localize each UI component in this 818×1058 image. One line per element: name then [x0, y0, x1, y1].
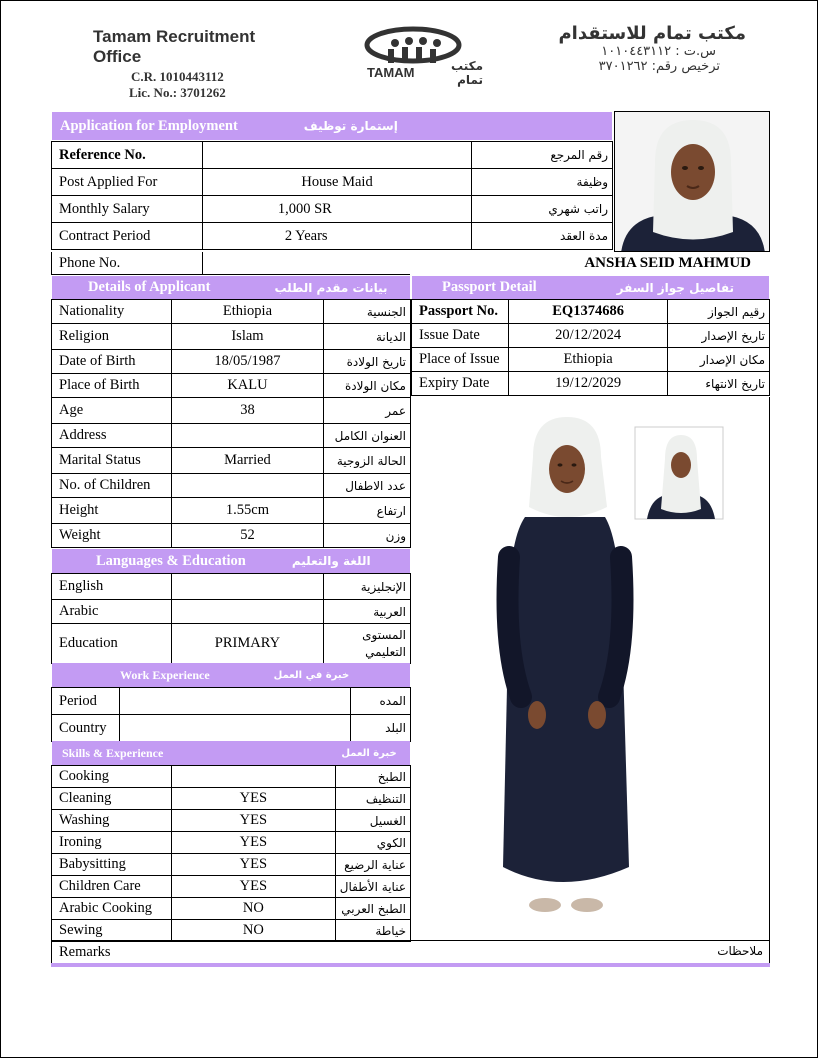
office-name-en: Tamam Recruitment Office: [93, 27, 256, 66]
phone-value: [202, 252, 410, 275]
applicant-row-label: Address: [52, 424, 172, 448]
table-row: [52, 624, 411, 664]
skills-row-label: Cleaning: [52, 788, 172, 810]
skills-row-value: [171, 766, 335, 788]
passport-row-label: Place of Issue: [412, 348, 509, 372]
applicant-row-label: Height: [52, 498, 172, 524]
work-rows: [52, 688, 411, 742]
applicant-row-label: Place of Birth: [52, 374, 172, 398]
applicant-row-label-ar: مكان الولادة: [324, 374, 411, 398]
passport-row-label: Issue Date: [412, 324, 509, 348]
table-row: [52, 324, 411, 350]
work-title-en: Work Experience: [120, 667, 210, 682]
work-title-ar: خبرة في العمل: [273, 669, 350, 681]
license-number-ar: ترخيص رقم: ٣٧٠١٢٦٢: [598, 59, 720, 74]
table-row: [52, 300, 411, 324]
languages-row-value: [171, 574, 324, 600]
reference-value: [202, 142, 471, 169]
tamam-logo: [361, 23, 483, 87]
skills-row-value: NO: [171, 898, 335, 920]
work-row-label-ar: البلد: [351, 715, 411, 742]
applicant-row-label: Weight: [52, 524, 172, 548]
applicant-row-label-ar: تاريخ الولادة: [324, 350, 411, 374]
applicant-row-label-ar: الحالة الزوجية: [324, 448, 411, 474]
table-row: [52, 398, 411, 424]
applicant-header: [52, 276, 410, 299]
applicant-headshot: [614, 111, 770, 252]
skills-row-label: Children Care: [52, 876, 172, 898]
applicant-row-label: Age: [52, 398, 172, 424]
languages-row-label-ar: المستوى التعليمي: [324, 624, 411, 664]
languages-title-en: Languages & Education: [96, 552, 246, 569]
salary-label-ar: راتب شهري: [472, 196, 613, 223]
passport-row-label-ar: تاريخ الانتهاء: [668, 372, 770, 396]
applicant-row-value: Married: [171, 448, 323, 474]
skills-title-ar: خبرة العمل: [341, 747, 397, 759]
applicant-table: [51, 299, 411, 548]
applicant-row-value: Islam: [171, 324, 323, 350]
table-row: [52, 898, 411, 920]
full-body-image: [411, 397, 769, 941]
applicant-row-label-ar: عمر: [324, 398, 411, 424]
office-header-ar: [521, 23, 746, 74]
applicant-row-value: 38: [171, 398, 323, 424]
skills-row-label: Ironing: [52, 832, 172, 854]
applicant-row-label-ar: وزن: [324, 524, 411, 548]
phone-label: Phone No.: [51, 252, 203, 275]
work-row-label-ar: المده: [351, 688, 411, 715]
table-row: [52, 474, 411, 498]
skills-row-label: Arabic Cooking: [52, 898, 172, 920]
skills-row-value: YES: [171, 788, 335, 810]
table-row: [52, 498, 411, 524]
salary-value: 1,000 SR: [202, 196, 471, 223]
contract-label: Contract Period: [52, 223, 203, 250]
applicant-row-label-ar: ارتفاع: [324, 498, 411, 524]
applicant-row-value: [171, 424, 323, 448]
table-row: [412, 348, 770, 372]
applicant-row-label-ar: العنوان الكامل: [324, 424, 411, 448]
skills-row-label-ar: عناية الأطفال: [335, 876, 410, 898]
applicant-title-ar: بيانات مقدم الطلب: [274, 280, 388, 295]
passport-row-label: Passport No.: [412, 300, 509, 324]
languages-rows: [52, 574, 411, 664]
applicant-title-en: Details of Applicant: [88, 279, 211, 295]
applicant-row-value: Ethiopia: [171, 300, 323, 324]
post-value: House Maid: [202, 169, 471, 196]
table-row: [412, 300, 770, 324]
skills-row-label: Babysitting: [52, 854, 172, 876]
languages-header: [52, 549, 410, 573]
skills-row-label-ar: التنظيف: [335, 788, 410, 810]
post-label: Post Applied For: [52, 169, 203, 196]
skills-row-value: YES: [171, 876, 335, 898]
bottom-band: [51, 963, 770, 967]
cr-number-ar: س.ت : ١٠١٠٤٤٣١١٢: [601, 44, 716, 59]
table-row: [52, 810, 411, 832]
table-row: [52, 142, 613, 169]
table-row: [52, 600, 411, 624]
applicant-row-label-ar: عدد الاطفال: [324, 474, 411, 498]
passport-row-label-ar: مكان الإصدار: [668, 348, 770, 372]
skills-row-label-ar: خياطة: [335, 920, 410, 942]
table-row: [52, 715, 411, 742]
application-header: [52, 112, 612, 140]
table-row: [52, 424, 411, 448]
office-name-ar: مكتب تمام للاستقدام: [558, 23, 746, 44]
applicant-row-label: Date of Birth: [52, 350, 172, 374]
languages-row-label-ar: العربية: [324, 600, 411, 624]
passport-table: [411, 299, 770, 396]
table-row: [52, 350, 411, 374]
skills-row-label-ar: الطبخ العربي: [335, 898, 410, 920]
work-row-label: Period: [52, 688, 120, 715]
skills-row-label-ar: عناية الرضيع: [335, 854, 410, 876]
applicant-row-value: 52: [171, 524, 323, 548]
applicant-name: ANSHA SEID MAHMUD: [584, 255, 751, 271]
skills-row-label-ar: الغسيل: [335, 810, 410, 832]
application-title-ar: إستمارة توظيف: [303, 119, 398, 133]
passport-rows: [412, 300, 770, 396]
applicant-row-value: KALU: [171, 374, 323, 398]
passport-row-value: 20/12/2024: [508, 324, 667, 348]
table-row: [52, 876, 411, 898]
license-number-en: Lic. No.: 3701262: [129, 85, 226, 100]
passport-row-value: EQ1374686: [508, 300, 667, 324]
languages-table: [51, 573, 411, 664]
remarks-label: Remarks: [59, 944, 111, 960]
applicant-row-value: 18/05/1987: [171, 350, 323, 374]
applicant-row-value: 1.55cm: [171, 498, 323, 524]
table-row: [412, 324, 770, 348]
languages-row-value: [171, 600, 324, 624]
languages-row-label: English: [52, 574, 172, 600]
skills-row-label-ar: الطبخ: [335, 766, 410, 788]
skills-row-label: Cooking: [52, 766, 172, 788]
skills-rows: [52, 766, 411, 942]
logo-text-en: TAMAM: [367, 65, 415, 80]
table-row: [52, 574, 411, 600]
remarks-row: [51, 940, 770, 964]
languages-row-label-ar: الإنجليزية: [324, 574, 411, 600]
skills-row-label: Washing: [52, 810, 172, 832]
post-label-ar: وظيفة: [472, 169, 613, 196]
applicant-row-value: [171, 474, 323, 498]
table-row: [52, 223, 613, 250]
table-row: [412, 372, 770, 396]
table-row: [52, 374, 411, 398]
work-header: [52, 663, 410, 687]
skills-row-label: Sewing: [52, 920, 172, 942]
table-row: [52, 688, 411, 715]
work-row-label: Country: [52, 715, 120, 742]
logo-text-ar: مكتب تمام: [450, 59, 483, 87]
skills-header: [52, 741, 410, 765]
headshot-image: [615, 112, 770, 252]
table-row: [52, 920, 411, 942]
remarks-label-ar: ملاحظات: [717, 944, 763, 958]
reference-label-ar: رقم المرجع: [472, 142, 613, 169]
languages-row-value: PRIMARY: [171, 624, 324, 664]
passport-title-en: Passport Detail: [442, 279, 537, 295]
table-row: [52, 832, 411, 854]
passport-header: [412, 276, 769, 299]
office-header-en: [93, 27, 303, 101]
skills-row-value: YES: [171, 832, 335, 854]
contract-value: 2 Years: [202, 223, 471, 250]
skills-row-label-ar: الكوي: [335, 832, 410, 854]
skills-table: [51, 765, 411, 942]
skills-row-value: YES: [171, 810, 335, 832]
application-table: [51, 141, 613, 250]
skills-title-en: Skills & Experience: [62, 745, 164, 760]
application-title-en: Application for Employment: [60, 117, 238, 134]
applicant-row-label: Nationality: [52, 300, 172, 324]
cr-number-en: C.R. 1010443112: [131, 69, 224, 84]
reference-label: Reference No.: [52, 142, 203, 169]
table-row: [52, 196, 613, 223]
languages-row-label: Education: [52, 624, 172, 664]
passport-row-label: Expiry Date: [412, 372, 509, 396]
salary-label: Monthly Salary: [52, 196, 203, 223]
work-row-value: [119, 715, 350, 742]
passport-row-label-ar: تاريخ الإصدار: [668, 324, 770, 348]
skills-row-value: NO: [171, 920, 335, 942]
table-row: [52, 169, 613, 196]
applicant-row-label: No. of Children: [52, 474, 172, 498]
photo-area: [411, 397, 770, 941]
table-row: [52, 448, 411, 474]
table-row: [52, 524, 411, 548]
applicant-row-label-ar: الجنسية: [324, 300, 411, 324]
applicant-row-label-ar: الديانة: [324, 324, 411, 350]
applicant-row-label: Religion: [52, 324, 172, 350]
contract-label-ar: مدة العقد: [472, 223, 613, 250]
applicant-row-label: Marital Status: [52, 448, 172, 474]
languages-title-ar: اللغة والتعليم: [291, 554, 371, 568]
applicant-rows: [52, 300, 411, 548]
languages-row-label: Arabic: [52, 600, 172, 624]
passport-row-value: Ethiopia: [508, 348, 667, 372]
work-row-value: [119, 688, 350, 715]
table-row: [52, 788, 411, 810]
passport-row-value: 19/12/2029: [508, 372, 667, 396]
table-row: [52, 766, 411, 788]
passport-row-label-ar: رقيم الجواز: [668, 300, 770, 324]
work-table: [51, 687, 411, 742]
passport-title-ar: تفاصيل جواز السفر: [616, 280, 734, 295]
skills-row-value: YES: [171, 854, 335, 876]
table-row: [52, 854, 411, 876]
